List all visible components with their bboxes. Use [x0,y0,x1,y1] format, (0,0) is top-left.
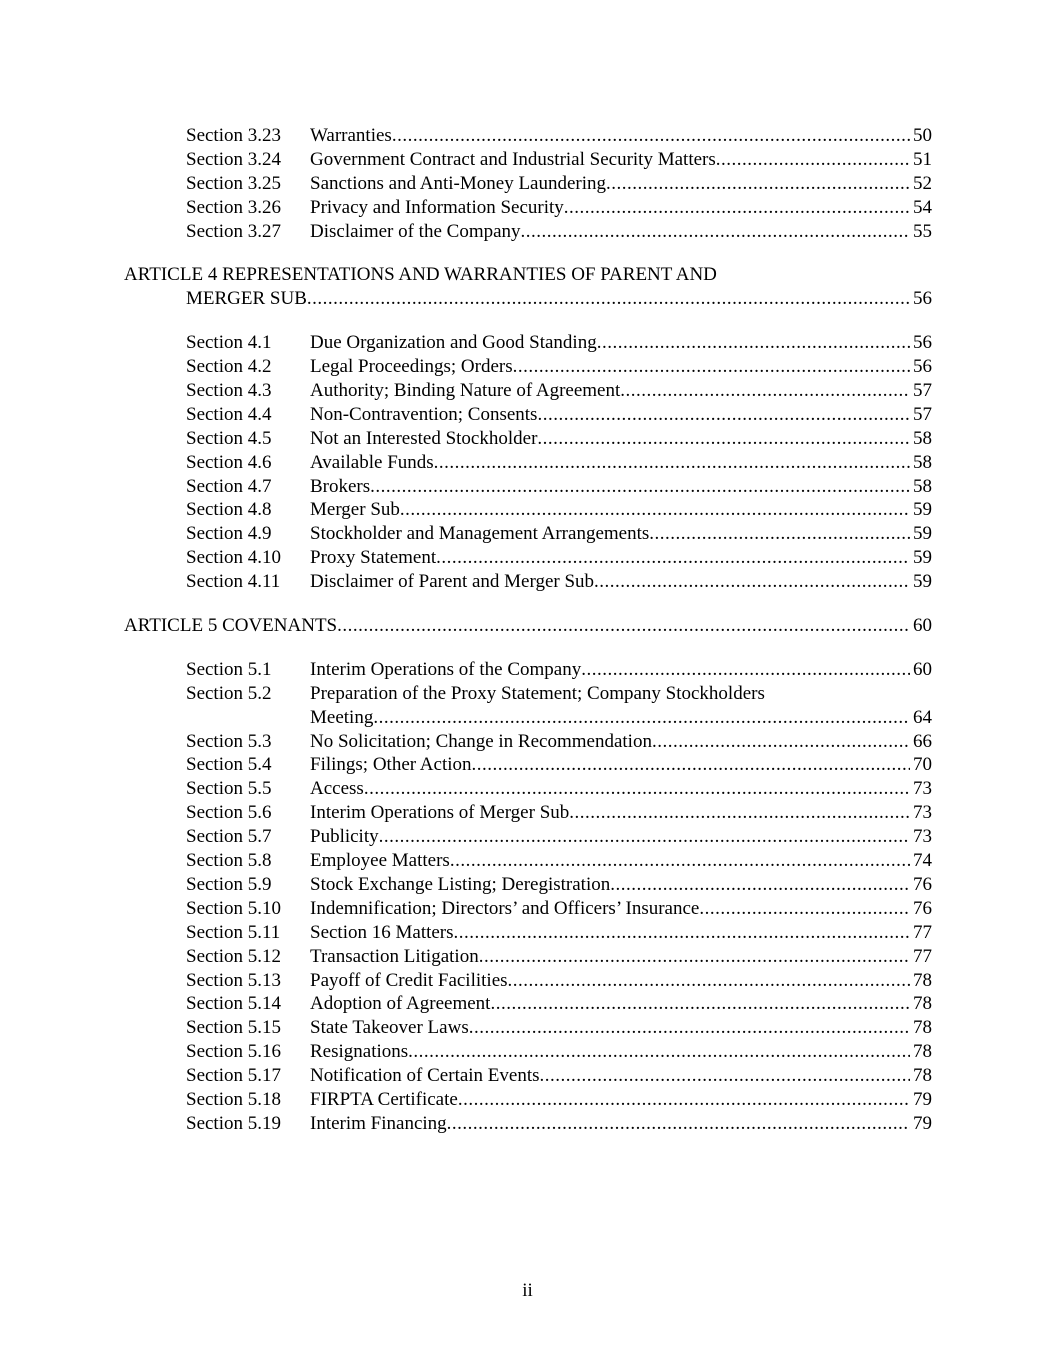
toc-section-row [124,753,932,777]
section-number: Section 4.1 [186,332,272,354]
leader-dots [606,172,910,196]
leader-dots [337,614,910,638]
toc-section-row [124,124,932,148]
toc-section-row [124,522,932,546]
spacer [124,594,932,614]
section-page: 56 [913,356,932,378]
section-number: Section 5.16 [186,1041,281,1063]
section-title: No Solicitation; Change in Recommendation [310,730,652,752]
section-title: Non-Contravention; Consents [310,403,538,425]
leader-dots [364,777,910,801]
section-title: Resignations [310,1041,409,1063]
section-number: Section 5.6 [186,802,272,824]
leader-dots [537,427,910,451]
section-number: Section 5.17 [186,1065,281,1087]
leader-dots [373,706,910,730]
toc-section-row [124,682,932,706]
leader-dots [652,730,910,754]
leader-dots [540,1064,910,1088]
section-page: 58 [913,475,932,497]
section-page: 52 [913,172,932,194]
section-page: 76 [913,873,932,895]
section-page: 78 [913,969,932,991]
section-title: State Takeover Laws [310,1017,469,1039]
section-title: Government Contract and Industrial Security Matters [310,148,716,170]
section-number: Section 3.23 [186,125,281,146]
section-title: Disclaimer of Parent and Merger Sub [310,571,595,593]
section-number: Section 5.3 [186,730,272,752]
section-title: Legal Proceedings; Orders [310,356,513,378]
page-number-footer: ii [522,1280,533,1301]
leader-dots [408,1040,910,1064]
section-page: 66 [913,730,932,752]
section-number: Section 4.2 [186,356,272,378]
section-title: Notification of Certain Events [310,1065,540,1087]
toc-article-5-heading [124,614,932,638]
section-number: Section 4.11 [186,571,281,593]
section-title: Warranties [310,125,392,146]
section-title: Interim Operations of the Company [310,658,582,680]
toc-section-row [124,945,932,969]
section-number: Section 3.24 [186,148,281,170]
leader-dots [610,873,910,897]
table-of-contents [124,124,932,1136]
toc-section-row [124,172,932,196]
leader-dots [392,124,910,148]
toc-section-row [124,849,932,873]
section-number: Section 4.9 [186,523,272,545]
section-number: Section 5.10 [186,897,281,919]
section-number: Section 4.4 [186,403,272,425]
section-title: Disclaimer of the Company [310,220,521,242]
leader-dots [307,287,910,311]
section-number: Section 4.8 [186,499,272,521]
toc-section-row [124,801,932,825]
section-number: Section 5.14 [186,993,281,1015]
section-page: 59 [913,571,932,593]
section-page: 59 [913,523,932,545]
article-5-title: ARTICLE 5 COVENANTS [124,615,338,637]
section-number: Section 5.11 [186,921,281,943]
toc-section-row-cont [124,706,932,730]
section-page: 79 [913,1088,932,1110]
toc-section-row [124,825,932,849]
toc-group-article4-sections [124,331,932,594]
toc-section-row [124,1016,932,1040]
leader-dots [450,849,910,873]
section-title: Payoff of Credit Facilities [310,969,508,991]
section-page: 73 [913,802,932,824]
article-4-title-line1: ARTICLE 4 REPRESENTATIONS AND WARRANTIES OF PARENT AND [124,264,717,286]
section-number: Section 4.7 [186,475,272,497]
toc-section-row [124,921,932,945]
section-title: Stock Exchange Listing; Deregistration [310,873,611,895]
section-number: Section 4.6 [186,451,272,473]
leader-dots [564,196,910,220]
toc-section-row [124,873,932,897]
toc-section-row [124,331,932,355]
leader-dots [436,546,910,570]
leader-dots [537,403,910,427]
section-title: Privacy and Information Security [310,196,564,218]
toc-section-row [124,475,932,499]
section-page: 76 [913,897,932,919]
section-number: Section 5.15 [186,1017,281,1039]
toc-section-row [124,427,932,451]
section-number: Section 3.27 [186,220,281,242]
leader-dots [370,475,910,499]
article-4-title-line2: MERGER SUB [186,288,307,310]
section-page: 58 [913,451,932,473]
leader-dots [479,945,910,969]
section-title: Authority; Binding Nature of Agreement [310,380,621,402]
toc-article-4-heading [124,263,932,287]
leader-dots [490,992,910,1016]
leader-dots [521,220,910,244]
section-page: 74 [913,850,932,872]
section-title: Proxy Statement [310,547,437,569]
section-title: Filings; Other Action [310,754,472,776]
section-page: 55 [913,220,932,242]
section-title: Transaction Litigation [310,945,479,967]
leader-dots [594,570,910,594]
section-page: 77 [913,921,932,943]
section-page: 60 [913,658,932,680]
leader-dots [454,921,910,945]
leader-dots [379,825,910,849]
section-page: 79 [913,1112,932,1134]
section-page: 51 [913,148,932,170]
toc-section-row [124,379,932,403]
section-title: Interim Operations of Merger Sub [310,802,570,824]
section-number: Section 5.12 [186,945,281,967]
toc-section-row [124,196,932,220]
section-title: Interim Financing [310,1112,447,1134]
section-number: Section 5.13 [186,969,281,991]
section-number: Section 3.25 [186,172,281,194]
section-page: 70 [913,754,932,776]
toc-section-row [124,498,932,522]
section-number: Section 4.5 [186,427,272,449]
section-title: Employee Matters [310,850,450,872]
leader-dots [581,658,910,682]
section-title: Stockholder and Management Arrangements [310,523,650,545]
leader-dots [447,1112,910,1136]
section-number: Section 5.2 [186,682,272,704]
section-page: 64 [913,706,932,728]
section-number: Section 5.5 [186,778,272,800]
section-title: Adoption of Agreement [310,993,491,1015]
section-title: Indemnification; Directors’ and Officers’ Insurance [310,897,700,919]
section-page: 57 [913,380,932,402]
toc-section-row [124,1088,932,1112]
leader-dots [716,148,910,172]
toc-section-row [124,730,932,754]
section-title: FIRPTA Certificate [310,1088,458,1110]
section-page: 78 [913,1065,932,1087]
toc-section-row [124,897,932,921]
section-page: 50 [913,125,932,146]
section-title: Section 16 Matters [310,921,454,943]
leader-dots [649,522,910,546]
section-page: 56 [913,332,932,354]
toc-section-row [124,355,932,379]
toc-section-row [124,777,932,801]
section-page: 59 [913,499,932,521]
toc-section-row [124,546,932,570]
section-title: Not an Interested Stockholder [310,427,538,449]
toc-group-article5-sections-a [124,658,932,682]
leader-dots [469,1016,910,1040]
section-title: Merger Sub [310,499,400,521]
spacer [124,243,932,263]
toc-section-row [124,992,932,1016]
section-title-line1: Preparation of the Proxy Statement; Company Stockholders [310,682,765,704]
section-page: 73 [913,826,932,848]
section-title: Available Funds [310,451,434,473]
section-page: 78 [913,1017,932,1039]
toc-section-row [124,148,932,172]
section-number: Section 4.10 [186,547,281,569]
section-number: Section 5.4 [186,754,272,776]
article-4-page: 56 [913,288,932,310]
section-page: 77 [913,945,932,967]
section-page: 78 [913,993,932,1015]
section-number: Section 5.8 [186,850,272,872]
section-title: Access [310,778,364,800]
toc-section-row [124,1040,932,1064]
section-page: 58 [913,427,932,449]
section-title: Publicity [310,826,379,848]
leader-dots [434,451,910,475]
toc-section-row [124,451,932,475]
toc-group-article3-sections [124,124,932,243]
section-number: Section 5.18 [186,1088,281,1110]
toc-article-4-heading-cont [124,287,932,311]
section-page: 57 [913,403,932,425]
leader-dots [597,331,910,355]
leader-dots [513,355,910,379]
section-number: Section 5.1 [186,658,272,680]
toc-group-article5-sections-b [124,730,932,1136]
section-page: 73 [913,778,932,800]
leader-dots [569,801,910,825]
section-page: 78 [913,1041,932,1063]
leader-dots [400,498,910,522]
leader-dots [699,897,910,921]
section-number: Section 3.26 [186,196,281,218]
toc-section-row [124,658,932,682]
toc-section-row [124,403,932,427]
spacer [124,311,932,331]
section-page: 59 [913,547,932,569]
section-number: Section 5.7 [186,826,272,848]
section-title: Brokers [310,475,371,497]
leader-dots [620,379,910,403]
toc-section-row [124,969,932,993]
toc-section-row [124,220,932,244]
leader-dots [472,753,911,777]
toc-section-row [124,1064,932,1088]
toc-section-row [124,1112,932,1136]
toc-section-row [124,570,932,594]
section-title: Due Organization and Good Standing [310,332,597,354]
spacer [124,638,932,658]
section-title: Sanctions and Anti-Money Laundering [310,172,607,194]
section-page: 54 [913,196,932,218]
section-title-line2: Meeting [310,706,374,728]
leader-dots [508,969,910,993]
section-number: Section 5.9 [186,873,272,895]
leader-dots [458,1088,910,1112]
article-5-page: 60 [913,615,932,637]
section-number: Section 5.19 [186,1112,281,1134]
section-number: Section 4.3 [186,380,272,402]
